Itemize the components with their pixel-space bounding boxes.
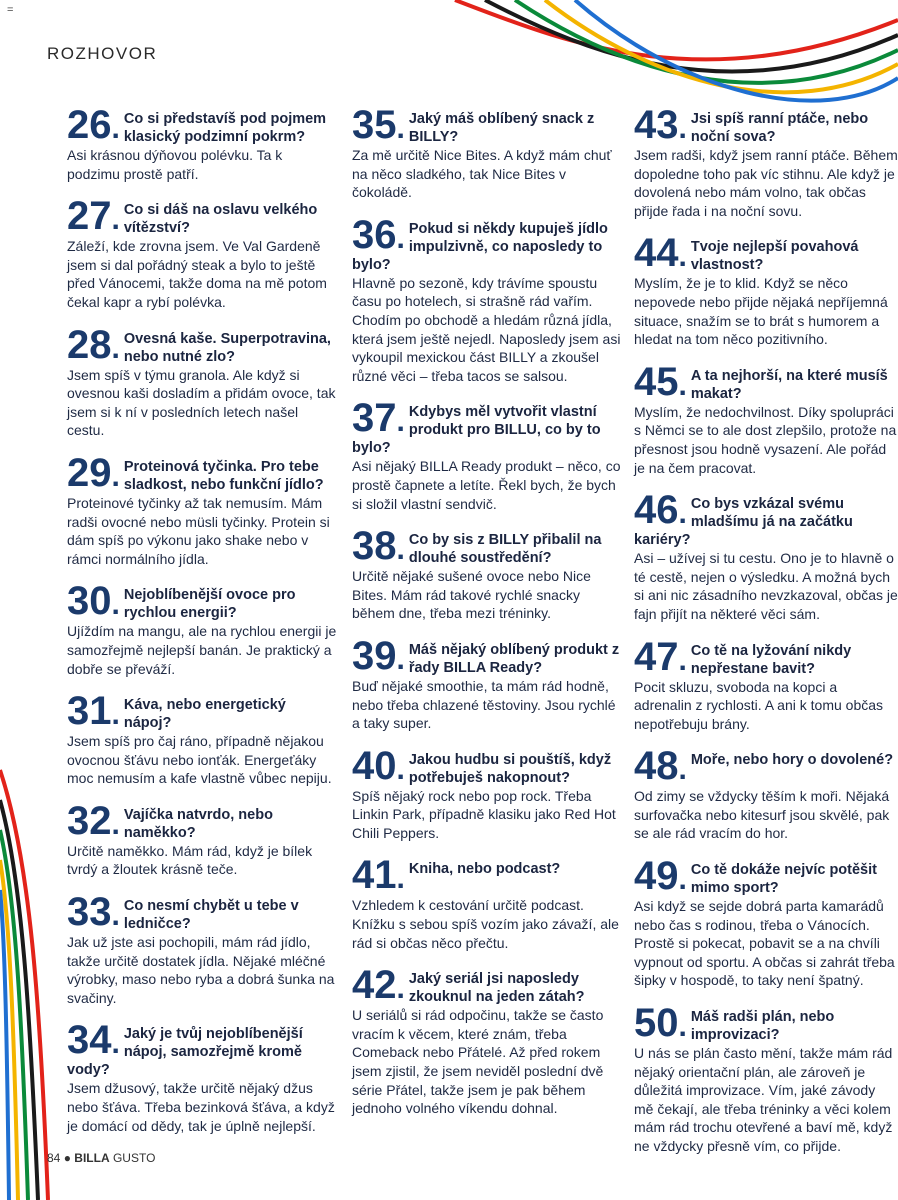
answer-text: Pocit skluzu, svoboda na kopci a adrenalin z rychlosti. A ani k tomu občas nepotřebuju brány.	[634, 678, 884, 732]
qa-item	[634, 231, 898, 348]
column-3	[634, 103, 898, 1172]
answer-text: Vzhledem k cestování určitě podcast. Knížku s sebou spíš vozím jako závaží, ale rád si občas něco přečtu.	[352, 897, 619, 951]
answer-text: Hlavně po sezoně, kdy trávíme spoustu času po hotelech, si strašně rád vařím. Chodím po obchodě a hledám různá jídla, která jsem ještě nejedl. Naposledy jsem asi vykoupil mexickou část BILLY a zkoušel různé věci – třeba tacos se salsou.	[352, 274, 621, 384]
qa-item	[67, 579, 337, 678]
answer-text: Ujíždím na mangu, ale na rychlou energii je samozřejmě nejlepší banán. Je praktický a dobře se převáží.	[67, 623, 337, 677]
question-number: 46.	[634, 488, 687, 533]
answer-text: Jsem radši, když jsem ranní ptáče. Během dopoledne toho pak víc stihnu. Ale když je dovolená nebo mám volno, tak občas přijde řada i na noční sovu.	[634, 147, 898, 219]
qa-item	[634, 1001, 898, 1156]
answer-text: Jsem spíš v týmu granola. Ale když si ovesnou kaši dosladím a přidám ovoce, tak jsem si k ní v posledních letech našel cestu.	[67, 366, 336, 439]
qa-item	[634, 744, 898, 843]
question-text: Proteinová tyčinka. Pro tebe sladkost, nebo funkční jídlo?	[123, 458, 324, 493]
question-number: 33.	[67, 890, 120, 935]
column-1	[67, 103, 337, 1151]
question-text: Kdybys měl vytvořit vlastní produkt pro BILLU, co by to bylo?	[352, 404, 601, 457]
column-2	[352, 103, 622, 1134]
question-text: Jaký máš oblíbený snack z BILLY?	[408, 111, 595, 145]
question-number: 32.	[67, 798, 120, 843]
question-header	[352, 743, 622, 788]
question-header	[67, 450, 337, 495]
question-header	[634, 103, 898, 147]
qa-item	[352, 963, 622, 1118]
question-text: Co by sis z BILLY přibalil na dlouhé soustředění?	[408, 532, 602, 567]
question-number: 26.	[67, 103, 120, 147]
question-number: 37.	[352, 396, 405, 441]
question-text: Tvoje nejlepší povahová vlastnost?	[690, 239, 859, 274]
question-number: 30.	[67, 579, 120, 624]
qa-item	[67, 798, 337, 879]
question-text: Vajíčka natvrdo, nebo naměkko?	[123, 806, 273, 841]
answer-text: Asi nějaký BILLA Ready produkt – něco, co prostě čapnete a letíte. Řekl bych, že bych si složil vlastní sendvič.	[352, 458, 621, 512]
question-header	[67, 103, 337, 147]
question-text: Co si dáš na oslavu velkého vítězství?	[123, 202, 318, 237]
answer-text: Za mě určitě Nice Bites. A když mám chuť na něco sladkého, tak Nice Bites v čokoládě.	[352, 147, 612, 201]
question-header	[67, 890, 337, 935]
question-text: Co nesmí chybět u tebe v ledničce?	[123, 898, 299, 933]
question-text: Jaký je tvůj nejoblíbenější nápoj, samozřejmě kromě vody?	[67, 1026, 303, 1079]
qa-item	[352, 743, 622, 843]
answer-text: Od zimy se vždycky těším k moři. Nějaká surfovačka nebo kitesurf jsou skvělé, pak se ale rád vracím do hor.	[634, 788, 890, 842]
answer-text: Asi – užívej si tu cestu. Ono je to hlavně o té cestě, nejen o výsledku. A možná bych si ani nic zásadního nevzkazoval, občas je fajn přijít na některé věci sám.	[634, 550, 898, 622]
page-footer	[47, 1151, 155, 1165]
qa-item	[352, 103, 622, 202]
question-text: Co si představíš pod pojmem klasický podzimní pokrm?	[123, 111, 327, 145]
question-header	[352, 963, 622, 1008]
question-header	[634, 488, 898, 549]
magazine-name: GUSTO	[112, 1151, 156, 1165]
question-text: Jsi spíš ranní ptáče, nebo noční sova?	[690, 111, 869, 145]
answer-text: Myslím, že je to klid. Když se něco nepovede nebo přijde nějaká nepříjemná situace, snažím se to brát s humorem a hledat na tom něco pozitivního.	[634, 275, 888, 348]
question-number: 44.	[634, 231, 687, 276]
bullet-icon: ●	[63, 1151, 71, 1165]
question-number: 38.	[352, 524, 405, 569]
question-text: Co bys vzkázal svému mladšímu já na začátku kariéry?	[634, 496, 853, 549]
section-title: ROZHOVOR	[47, 44, 158, 63]
brand-name: BILLA	[74, 1151, 110, 1165]
question-text: Ovesná kaše. Superpotravina, nebo nutné zlo?	[123, 330, 331, 365]
qa-item	[67, 689, 337, 788]
qa-item	[352, 633, 622, 733]
qa-item	[634, 634, 898, 734]
question-header	[352, 853, 622, 898]
question-number: 50.	[634, 1001, 687, 1046]
question-number: 36.	[352, 212, 405, 257]
qa-item	[634, 488, 898, 623]
qa-item	[634, 103, 898, 220]
answer-text: Asi když se sejde dobrá parta kamarádů nebo čas s rodinou, třeba o Vánocích. Prostě si pokecat, pobavit se a na chvíli vypnout od sportu. A občas si zahrát třeba šipky v hospodě, to taky není špatný.	[634, 898, 895, 989]
question-number: 29.	[67, 450, 120, 495]
question-number: 34.	[67, 1018, 120, 1063]
question-header	[634, 1001, 898, 1046]
question-header	[352, 103, 622, 147]
question-header	[67, 798, 337, 843]
question-number: 39.	[352, 633, 405, 678]
question-text: A ta nejhorší, na které musíš makat?	[690, 367, 888, 402]
qa-item	[67, 103, 337, 183]
question-number: 49.	[634, 854, 687, 899]
question-text: Pokud si někdy kupuješ jídlo impulzivně, co naposledy to bylo?	[352, 220, 608, 273]
qa-item	[352, 853, 622, 952]
qa-item	[634, 854, 898, 990]
qa-item	[352, 524, 622, 623]
question-header	[634, 634, 898, 679]
answer-text: Záleží, kde zrovna jsem. Ve Val Gardeně jsem si dal pořádný steak a bylo to ještě před Vánocemi, takže doma na mě potom čekal kapr a rybí polévka.	[67, 238, 327, 310]
question-text: Co tě na lyžování nikdy nepřestane bavit?	[690, 642, 852, 677]
question-header	[352, 396, 622, 457]
answer-text: Spíš nějaký rock nebo pop rock. Třeba Linkin Park, případně klasiku jako Red Hot Chili Peppers.	[352, 787, 616, 841]
question-text: Káva, nebo energetický nápoj?	[123, 697, 286, 732]
question-header	[634, 231, 898, 276]
question-header	[67, 689, 337, 734]
corner-mark: =	[7, 4, 14, 16]
question-number: 43.	[634, 103, 687, 147]
answer-text: Určitě naměkko. Mám rád, když je bílek tvrdý a žloutek krásně teče.	[67, 842, 313, 878]
question-text: Moře, nebo hory o dovolené?	[690, 752, 894, 769]
answer-text: U seriálů si rád odpočinu, takže se často vracím k věcem, které znám, třeba Comeback nebo Přátelé. Až před rokem jsem zjistil, že jsem neviděl poslední dvě série Přátel, takže jsem je pak během jednoho volného víkendu dohnal.	[352, 1007, 604, 1117]
qa-item	[352, 212, 622, 386]
answer-text: Myslím, že nedochvilnost. Díky spolupráci s Němci se to ale dost zlepšilo, protože na přesnost jsou hodně vysazení. Ale pořád je na čem pracovat.	[634, 403, 897, 476]
question-header	[67, 194, 337, 239]
qa-item	[67, 450, 337, 568]
answer-text: Asi krásnou dýňovou polévku. Ta k podzimu prostě patří.	[67, 147, 283, 182]
qa-item	[67, 890, 337, 1007]
answer-text: Jsem spíš pro čaj ráno, případně nějakou ovocnou šťávu nebo ionťák. Energeťáky moc nemusím a kafe vlastně vůbec nepiju.	[67, 733, 332, 787]
question-number: 47.	[634, 634, 687, 679]
answer-text: Proteinové tyčinky až tak nemusím. Mám radši ovocné nebo müsli tyčinky. Protein si dám spíš po výkonu jako shake nebo v rámci normálního jídla.	[67, 494, 330, 567]
question-header	[352, 212, 622, 274]
question-header	[67, 1018, 337, 1079]
question-text: Kniha, nebo podcast?	[408, 861, 561, 878]
answer-text: U nás se plán často mění, takže mám rád nějaký orientační plán, ale zároveň je důležitá improvizace. Vím, jaké závody mě čekají, ale třeba tréninky a věci kolem mám rád trochu otevřené a baví mě, když ne vždycky přesně vím, co přijde.	[634, 1045, 893, 1154]
qa-item	[352, 396, 622, 513]
answer-text: Jak už jste asi pochopili, mám rád jídlo, takže určitě dostatek jídla. Nějaké mléčné výrobky, maso nebo ryba a dobrá šunka na svačiny.	[67, 934, 335, 1006]
question-header	[67, 322, 337, 367]
question-text: Co tě dokáže nejvíc potěšit mimo sport?	[690, 862, 877, 897]
qa-item	[67, 194, 337, 311]
answer-text: Jsem džusový, takže určitě nějaký džus nebo šťáva. Třeba bezinková šťáva, a když je domácí od dědy, tak je úplně nejlepší.	[67, 1080, 335, 1134]
qa-item	[67, 322, 337, 440]
answer-text: Určitě nějaké sušené ovoce nebo Nice Bites. Mám rád takové rychlé snacky během dne, třeba mezi tréninky.	[352, 568, 591, 622]
question-number: 48.	[634, 744, 687, 789]
question-header	[352, 524, 622, 569]
question-text: Nejoblíbenější ovoce pro rychlou energii?	[123, 587, 296, 622]
question-number: 45.	[634, 359, 687, 404]
question-text: Jakou hudbu si pouštíš, když potřebuješ nakopnout?	[408, 751, 612, 786]
question-number: 28.	[67, 322, 120, 367]
question-number: 42.	[352, 963, 405, 1008]
question-number: 27.	[67, 194, 120, 239]
question-text: Máš radši plán, nebo improvizaci?	[690, 1009, 835, 1044]
answer-text: Buď nějaké smoothie, ta mám rád hodně, nebo třeba chlazené těstoviny. Jsou rychlé a taky super.	[352, 677, 616, 732]
question-text: Jaký seriál jsi naposledy zkouknul na jeden zátah?	[408, 971, 585, 1006]
question-text: Máš nějaký oblíbený produkt z řady BILLA Ready?	[408, 641, 620, 676]
question-header	[634, 744, 898, 789]
question-number: 40.	[352, 743, 405, 788]
question-header	[634, 359, 898, 404]
qa-item	[634, 359, 898, 477]
question-number: 41.	[352, 853, 405, 898]
question-header	[352, 633, 622, 678]
page-number: 84	[47, 1151, 61, 1165]
question-number: 35.	[352, 103, 405, 147]
question-header	[67, 579, 337, 624]
question-header	[634, 854, 898, 899]
qa-item	[67, 1018, 337, 1135]
question-number: 31.	[67, 689, 120, 734]
